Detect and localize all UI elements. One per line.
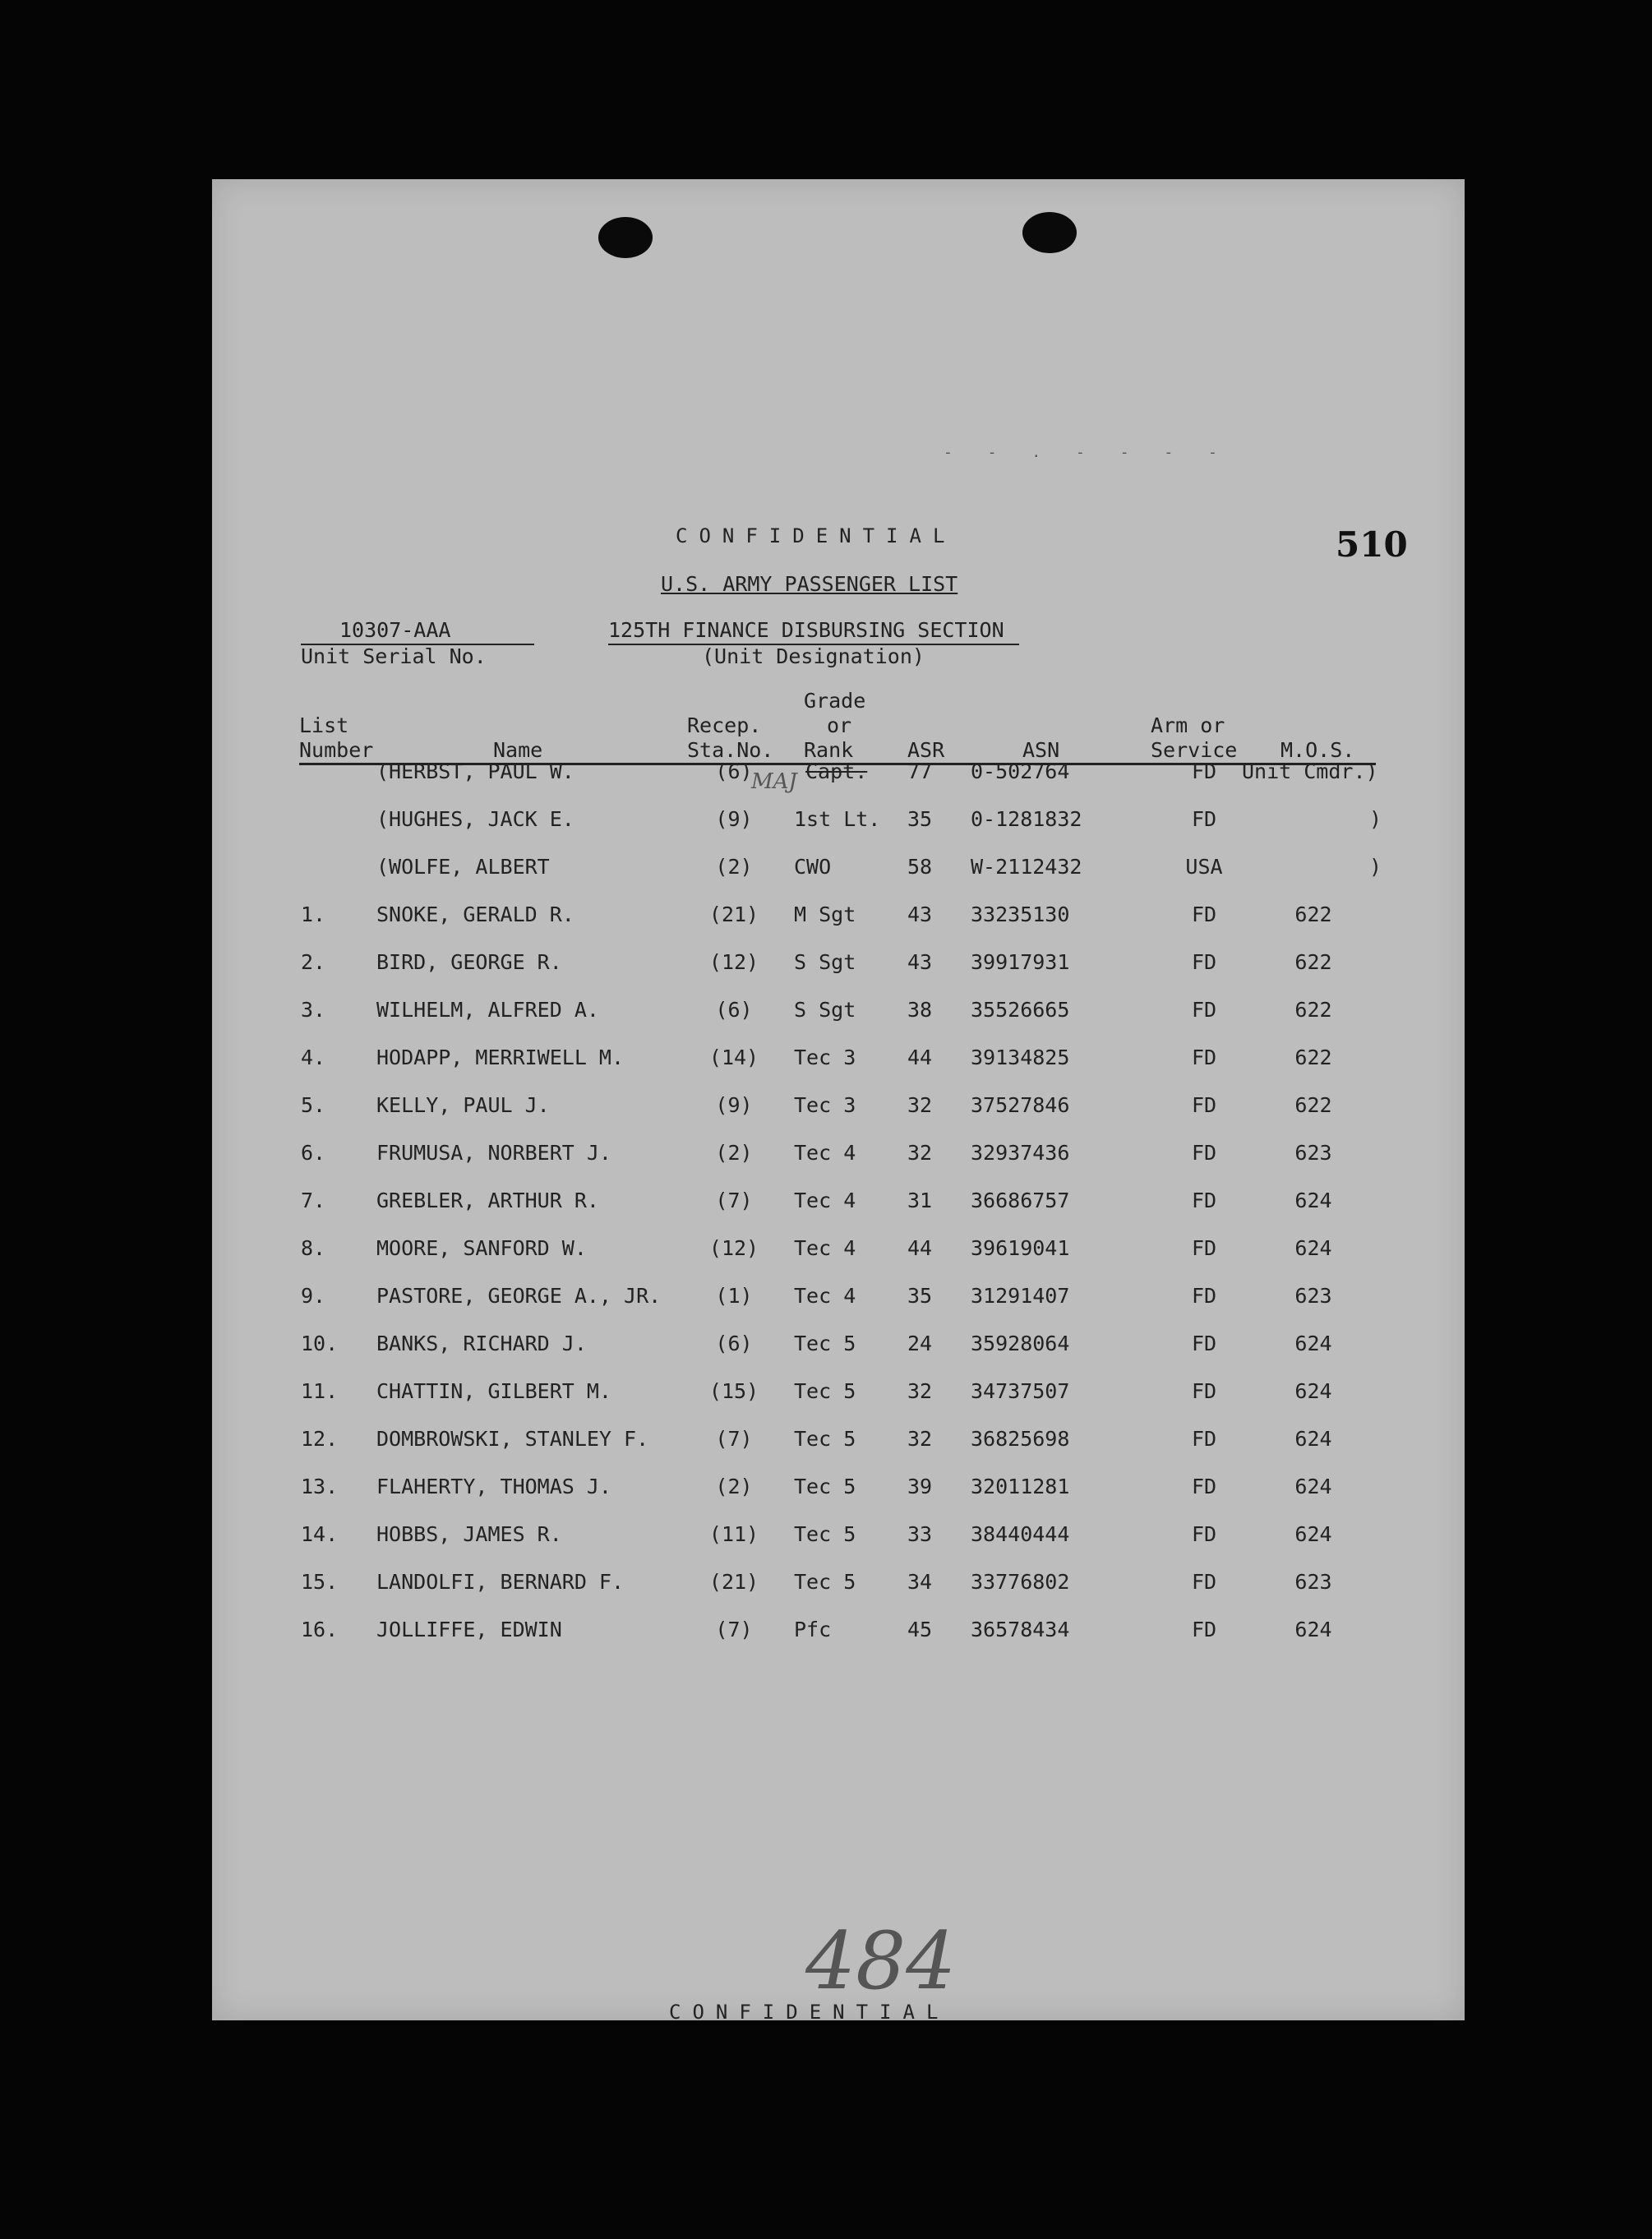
cell-recep: (7) (715, 1427, 753, 1451)
cell-number: 1. (301, 903, 326, 926)
cell-asn: 33776802 (971, 1570, 1070, 1594)
cell-name: LANDOLFI, BERNARD F. (376, 1570, 625, 1594)
cell-grade: Tec 4 (794, 1236, 856, 1260)
table-row (212, 1093, 1465, 1126)
cell-name: CHATTIN, GILBERT M. (376, 1379, 611, 1403)
table-row (212, 903, 1465, 935)
cell-asr: 34 (907, 1570, 933, 1594)
cell-mos: 622 (1294, 1093, 1332, 1117)
cell-grade: Tec 4 (794, 1141, 856, 1165)
cell-mos: Unit Cmdr.) (1242, 759, 1378, 783)
table-row (212, 1332, 1465, 1364)
cell-grade: Tec 3 (794, 1046, 856, 1069)
cell-asr: 39 (907, 1475, 933, 1498)
cell-name: (HUGHES, JACK E. (376, 807, 575, 831)
cell-asr: 33 (907, 1522, 933, 1546)
cell-asn: 39917931 (971, 950, 1070, 974)
cell-arm: USA (1185, 855, 1223, 879)
cell-asr: 77 (907, 759, 933, 783)
cell-asr: 43 (907, 903, 933, 926)
cell-grade: M Sgt (794, 903, 856, 926)
col-header-arm-2: Service (1151, 738, 1238, 762)
cell-arm: FD (1191, 1379, 1217, 1403)
cell-arm: FD (1191, 1284, 1217, 1308)
document-page (212, 179, 1465, 2024)
cell-number: 7. (301, 1189, 326, 1212)
cell-arm: FD (1191, 950, 1217, 974)
table-row (212, 1046, 1465, 1078)
cell-mos: 622 (1294, 998, 1332, 1022)
cell-asn: 38440444 (971, 1522, 1070, 1546)
col-header-name: Name (493, 738, 543, 762)
col-header-grade-1: Grade (804, 689, 866, 713)
cell-asr: 44 (907, 1236, 933, 1260)
cell-asr: 43 (907, 950, 933, 974)
cell-recep: (14) (708, 1046, 759, 1069)
cell-recep: (2) (715, 1141, 753, 1165)
cell-arm: FD (1191, 1332, 1217, 1355)
cell-number: 13. (301, 1475, 339, 1498)
cell-mos: 624 (1294, 1427, 1332, 1451)
cell-arm: FD (1191, 1189, 1217, 1212)
cell-grade: Tec 4 (794, 1284, 856, 1308)
cell-recep: (12) (708, 950, 759, 974)
cell-name: SNOKE, GERALD R. (376, 903, 575, 926)
table-row (212, 1379, 1465, 1412)
cell-mos: 622 (1294, 903, 1332, 926)
cell-asn: 33235130 (971, 903, 1070, 926)
cell-arm: FD (1191, 998, 1217, 1022)
cell-name: (HERBST, PAUL W. (376, 759, 575, 783)
cell-recep: (6) (715, 998, 753, 1022)
cell-name: DOMBROWSKI, STANLEY F. (376, 1427, 649, 1451)
cell-asr: 32 (907, 1379, 933, 1403)
cell-grade: CWO (794, 855, 832, 879)
cell-asr: 58 (907, 855, 933, 879)
cell-arm: FD (1191, 1618, 1217, 1641)
cell-name: FLAHERTY, THOMAS J. (376, 1475, 611, 1498)
cell-arm: FD (1191, 759, 1217, 783)
cell-recep: (7) (715, 1189, 753, 1212)
col-header-recep-1: Recep. (687, 713, 762, 737)
cell-mos: 623 (1294, 1141, 1332, 1165)
cell-grade: 1st Lt. (794, 807, 881, 831)
cell-recep: (11) (708, 1522, 759, 1546)
cell-mos: ) (1369, 807, 1382, 831)
col-header-mos: M.O.S. (1281, 738, 1355, 762)
cell-recep: (2) (715, 1475, 753, 1498)
cell-asn: 39134825 (971, 1046, 1070, 1069)
cell-name: KELLY, PAUL J. (376, 1093, 550, 1117)
cell-asn: 36578434 (971, 1618, 1070, 1641)
cell-grade: Tec 3 (794, 1093, 856, 1117)
cell-recep: (21) (708, 1570, 759, 1594)
cell-asn: 31291407 (971, 1284, 1070, 1308)
cell-grade: Tec 5 (794, 1570, 856, 1594)
cell-mos: 624 (1294, 1379, 1332, 1403)
handwritten-number: 484 (805, 1915, 957, 2007)
cell-arm: FD (1191, 903, 1217, 926)
cell-mos: 624 (1294, 1332, 1332, 1355)
col-header-recep-2: Sta.No. (687, 738, 774, 762)
cell-asr: 24 (907, 1332, 933, 1355)
document-title: U.S. ARMY PASSENGER LIST (661, 572, 958, 596)
footer-confidential: CONFIDENTIAL (669, 2001, 950, 2024)
cell-mos: 623 (1294, 1284, 1332, 1308)
cell-mos: ) (1369, 855, 1382, 879)
cell-name: BIRD, GEORGE R. (376, 950, 562, 974)
cell-mos: 624 (1294, 1475, 1332, 1498)
unit-serial-label: Unit Serial No. (301, 644, 487, 668)
cell-grade: S Sgt (794, 998, 856, 1022)
unit-designation-value: 125TH FINANCE DISBURSING SECTION (608, 618, 1004, 642)
cell-recep: (2) (715, 855, 753, 879)
cell-recep: (7) (715, 1618, 753, 1641)
cell-grade: Tec 5 (794, 1379, 856, 1403)
cell-asn: 32011281 (971, 1475, 1070, 1498)
cell-grade: Tec 5 (794, 1522, 856, 1546)
cell-arm: FD (1191, 1475, 1217, 1498)
cell-asr: 31 (907, 1189, 933, 1212)
cell-number: 11. (301, 1379, 339, 1403)
cell-number: 6. (301, 1141, 326, 1165)
cell-mos: 624 (1294, 1522, 1332, 1546)
cell-asn: 35526665 (971, 998, 1070, 1022)
col-header-grade-3: Rank (804, 738, 854, 762)
cell-grade: Tec 5 (794, 1427, 856, 1451)
cell-name: HODAPP, MERRIWELL M. (376, 1046, 625, 1069)
col-header-grade-2: or (827, 713, 852, 737)
cell-mos: 624 (1294, 1236, 1332, 1260)
handwritten-rank: MAJ (751, 769, 797, 794)
cell-recep: (15) (708, 1379, 759, 1403)
cell-arm: FD (1191, 1046, 1217, 1069)
cell-asn: 35928064 (971, 1332, 1070, 1355)
cell-asn: 34737507 (971, 1379, 1070, 1403)
col-header-asr: ASR (907, 738, 945, 762)
cell-number: 12. (301, 1427, 339, 1451)
cell-recep: (1) (715, 1284, 753, 1308)
cell-number: 3. (301, 998, 326, 1022)
cell-number: 5. (301, 1093, 326, 1117)
table-row (212, 950, 1465, 983)
table-row (212, 1618, 1465, 1650)
cell-asr: 35 (907, 1284, 933, 1308)
cell-name: FRUMUSA, NORBERT J. (376, 1141, 611, 1165)
table-row (212, 759, 1465, 792)
punch-hole (1022, 212, 1077, 253)
cell-mos: 624 (1294, 1189, 1332, 1212)
cell-name: GREBLER, ARTHUR R. (376, 1189, 599, 1212)
col-header-list-2: Number (299, 738, 374, 762)
cell-recep: (21) (708, 903, 759, 926)
cell-asr: 35 (907, 807, 933, 831)
cell-mos: 624 (1294, 1618, 1332, 1641)
table-row (212, 1427, 1465, 1460)
col-header-asn: ASN (1022, 738, 1060, 762)
cell-asn: 0-502764 (971, 759, 1070, 783)
header-confidential: CONFIDENTIAL (676, 524, 957, 547)
table-row (212, 1236, 1465, 1269)
cell-arm: FD (1191, 1522, 1217, 1546)
cell-asr: 44 (907, 1046, 933, 1069)
table-row (212, 1141, 1465, 1174)
cell-arm: FD (1191, 1570, 1217, 1594)
table-row (212, 807, 1465, 840)
cell-number: 8. (301, 1236, 326, 1260)
cell-recep: (6) (715, 1332, 753, 1355)
cell-grade: S Sgt (794, 950, 856, 974)
table-row (212, 1189, 1465, 1221)
cell-grade: Tec 5 (794, 1475, 856, 1498)
cell-name: BANKS, RICHARD J. (376, 1332, 587, 1355)
cell-asn: 36825698 (971, 1427, 1070, 1451)
table-row (212, 1522, 1465, 1555)
unit-designation-label: (Unit Designation) (702, 644, 925, 668)
cell-asn: 39619041 (971, 1236, 1070, 1260)
cell-arm: FD (1191, 807, 1217, 831)
cell-number: 2. (301, 950, 326, 974)
cell-name: PASTORE, GEORGE A., JR. (376, 1284, 662, 1308)
cell-asr: 32 (907, 1427, 933, 1451)
cell-number: 14. (301, 1522, 339, 1546)
punch-hole (598, 217, 653, 258)
cell-grade: Tec 5 (794, 1332, 856, 1355)
cell-number: 9. (301, 1284, 326, 1308)
table-row (212, 998, 1465, 1031)
cell-arm: FD (1191, 1141, 1217, 1165)
unit-serial-value: 10307-AAA (339, 618, 451, 642)
cell-asn: 0-1281832 (971, 807, 1082, 831)
cell-number: 4. (301, 1046, 326, 1069)
cell-arm: FD (1191, 1427, 1217, 1451)
cell-grade: Capt. (805, 759, 868, 783)
cell-number: 15. (301, 1570, 339, 1594)
cell-grade: Pfc (794, 1618, 832, 1641)
cell-mos: 622 (1294, 950, 1332, 974)
cell-asr: 32 (907, 1141, 933, 1165)
cell-name: MOORE, SANFORD W. (376, 1236, 587, 1260)
cell-recep: (12) (708, 1236, 759, 1260)
cell-asr: 38 (907, 998, 933, 1022)
table-row (212, 855, 1465, 888)
table-row (212, 1284, 1465, 1317)
cell-name: WILHELM, ALFRED A. (376, 998, 599, 1022)
cell-recep: (9) (715, 807, 753, 831)
punch-marks: - - . - - - - (944, 444, 1230, 461)
cell-asn: 37527846 (971, 1093, 1070, 1117)
cell-recep: (9) (715, 1093, 753, 1117)
cell-number: 16. (301, 1618, 339, 1641)
cell-recep: (6) (715, 759, 753, 783)
cell-asr: 45 (907, 1618, 933, 1641)
cell-asn: 36686757 (971, 1189, 1070, 1212)
cell-asr: 32 (907, 1093, 933, 1117)
cell-mos: 622 (1294, 1046, 1332, 1069)
cell-name: JOLLIFFE, EDWIN (376, 1618, 562, 1641)
cell-grade: Tec 4 (794, 1189, 856, 1212)
table-row (212, 1570, 1465, 1603)
cell-arm: FD (1191, 1236, 1217, 1260)
cell-name: (WOLFE, ALBERT (376, 855, 550, 879)
cell-number: 10. (301, 1332, 339, 1355)
col-header-list-1: List (299, 713, 349, 737)
table-row (212, 1475, 1465, 1507)
cell-mos: 623 (1294, 1570, 1332, 1594)
cell-asn: W-2112432 (971, 855, 1082, 879)
cell-name: HOBBS, JAMES R. (376, 1522, 562, 1546)
cell-arm: FD (1191, 1093, 1217, 1117)
page-number: 510 (1336, 524, 1408, 565)
cell-asn: 32937436 (971, 1141, 1070, 1165)
col-header-arm-1: Arm or (1151, 713, 1225, 737)
